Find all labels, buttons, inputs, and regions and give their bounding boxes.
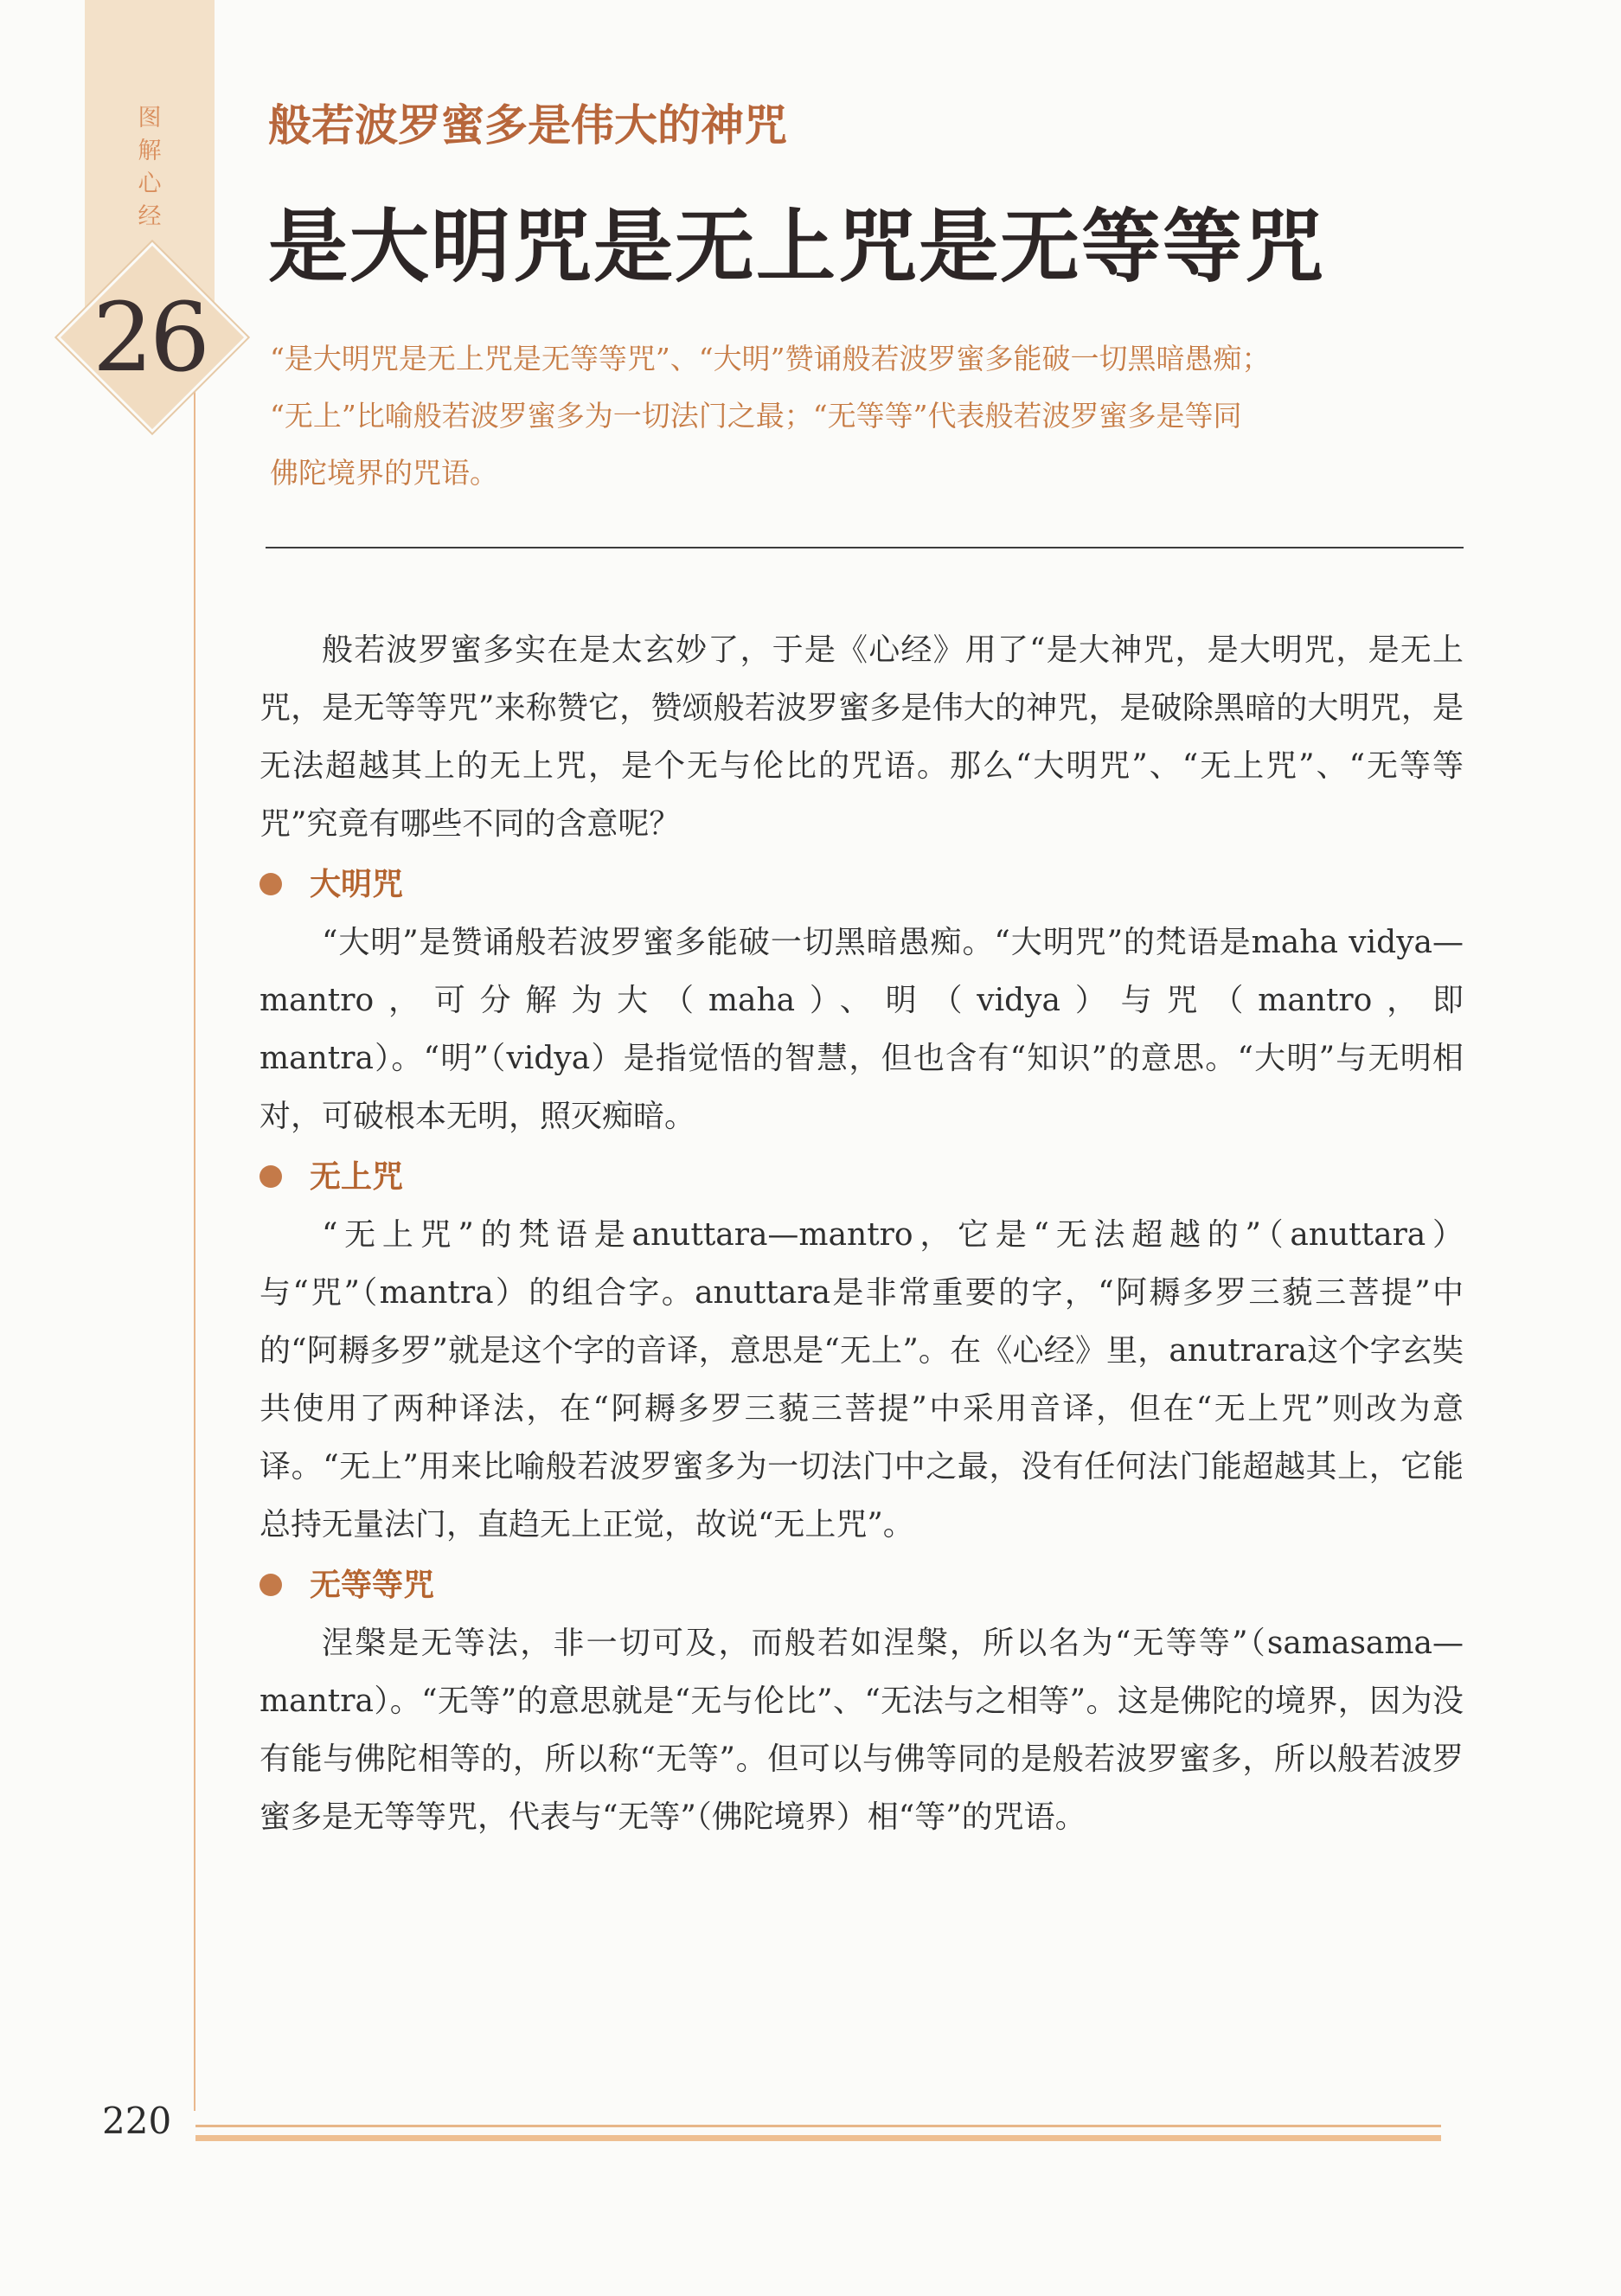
section-heading-label: 大明咒	[310, 866, 404, 902]
book-title-char: 解	[138, 138, 162, 164]
intro-paragraph: 般若波罗蜜多实在是太玄妙了，于是《心经》用了“是大神咒，是大明咒，是无上咒，是无等等咒”来称赞它，赞颂般若波罗蜜多是伟大的神咒，是破除黑暗的大明咒，是无法超越其上的无上咒，是个无与伦比的咒语。那么“大明咒”、“无上咒”、“无等等咒”究竟有哪些不同的含意呢？	[259, 632, 1464, 842]
page-subtitle: 般若波罗蜜多是伟大的神咒	[268, 99, 787, 151]
book-title-vertical	[134, 102, 165, 234]
section-heading-label: 无等等咒	[310, 1567, 435, 1603]
bullet-icon	[259, 1165, 282, 1188]
page-title: 是大明咒是无上咒是无等等咒	[268, 200, 1326, 293]
page-number: 220	[102, 2100, 172, 2142]
body-text	[259, 621, 1464, 1846]
section-heading	[259, 1151, 1464, 1203]
chapter-summary	[270, 330, 1464, 502]
book-title-char: 心	[138, 170, 162, 197]
section-heading-label: 无上咒	[310, 1158, 404, 1195]
header-divider	[266, 547, 1464, 548]
book-title-char: 经	[138, 203, 162, 230]
summary-line: 佛陀境界的咒语。	[270, 456, 498, 490]
footer-rule-thick	[195, 2135, 1441, 2141]
section-paragraph: “大明”是赞诵般若波罗蜜多能破一切黑暗愚痴。“大明咒”的梵语是maha vidya—mantro，可分解为大（maha）、明（vidya）与咒（mantro，即mantra）。“明”（vidya）是指觉悟的智慧，但也含有“知识”的意思。“大明”与无明相对，可破根本无明，照灭痴暗。	[259, 925, 1464, 1134]
bullet-icon	[259, 873, 282, 895]
summary-line: “是大明咒是无上咒是无等等咒”、“大明”赞诵般若波罗蜜多能破一切黑暗愚痴；	[270, 342, 1271, 375]
summary-line: “无上”比喻般若波罗蜜多为一切法门之最；“无等等”代表般若波罗蜜多是等同	[270, 399, 1242, 433]
sidebar-vertical-rule	[194, 329, 195, 2111]
footer-rule-thin	[195, 2125, 1441, 2127]
section-paragraph: “无上咒”的梵语是anuttara—mantro，它是“无法超越的”（anuttara）与“咒”（mantra）的组合字。anuttara是非常重要的字，“阿耨多罗三藐三菩提”中的“阿耨多罗”就是这个字的音译，意思是“无上”。在《心经》里，anutrara这个字玄奘共使用了两种译法，在“阿耨多罗三藐三菩提”中采用音译，但在“无上咒”则改为意译。“无上”用来比喻般若波罗蜜多为一切法门中之最，没有任何法门能超越其上，它能总持无量法门，直趋无上正觉，故说“无上咒”。	[259, 1217, 1464, 1542]
chapter-number: 26	[93, 282, 207, 393]
bullet-icon	[259, 1574, 282, 1596]
section-paragraph: 涅槃是无等法，非一切可及，而般若如涅槃，所以名为“无等等”（samasama—mantra）。“无等”的意思就是“无与伦比”、“无法与之相等”。这是佛陀的境界，因为没有能与佛陀相等的，所以称“无等”。但可以与佛等同的是般若波罗蜜多，所以般若波罗蜜多是无等等咒，代表与“无等”（佛陀境界）相“等”的咒语。	[259, 1626, 1464, 1835]
section-heading	[259, 1559, 1464, 1611]
book-title-char: 图	[138, 105, 162, 131]
section-heading	[259, 858, 1464, 910]
